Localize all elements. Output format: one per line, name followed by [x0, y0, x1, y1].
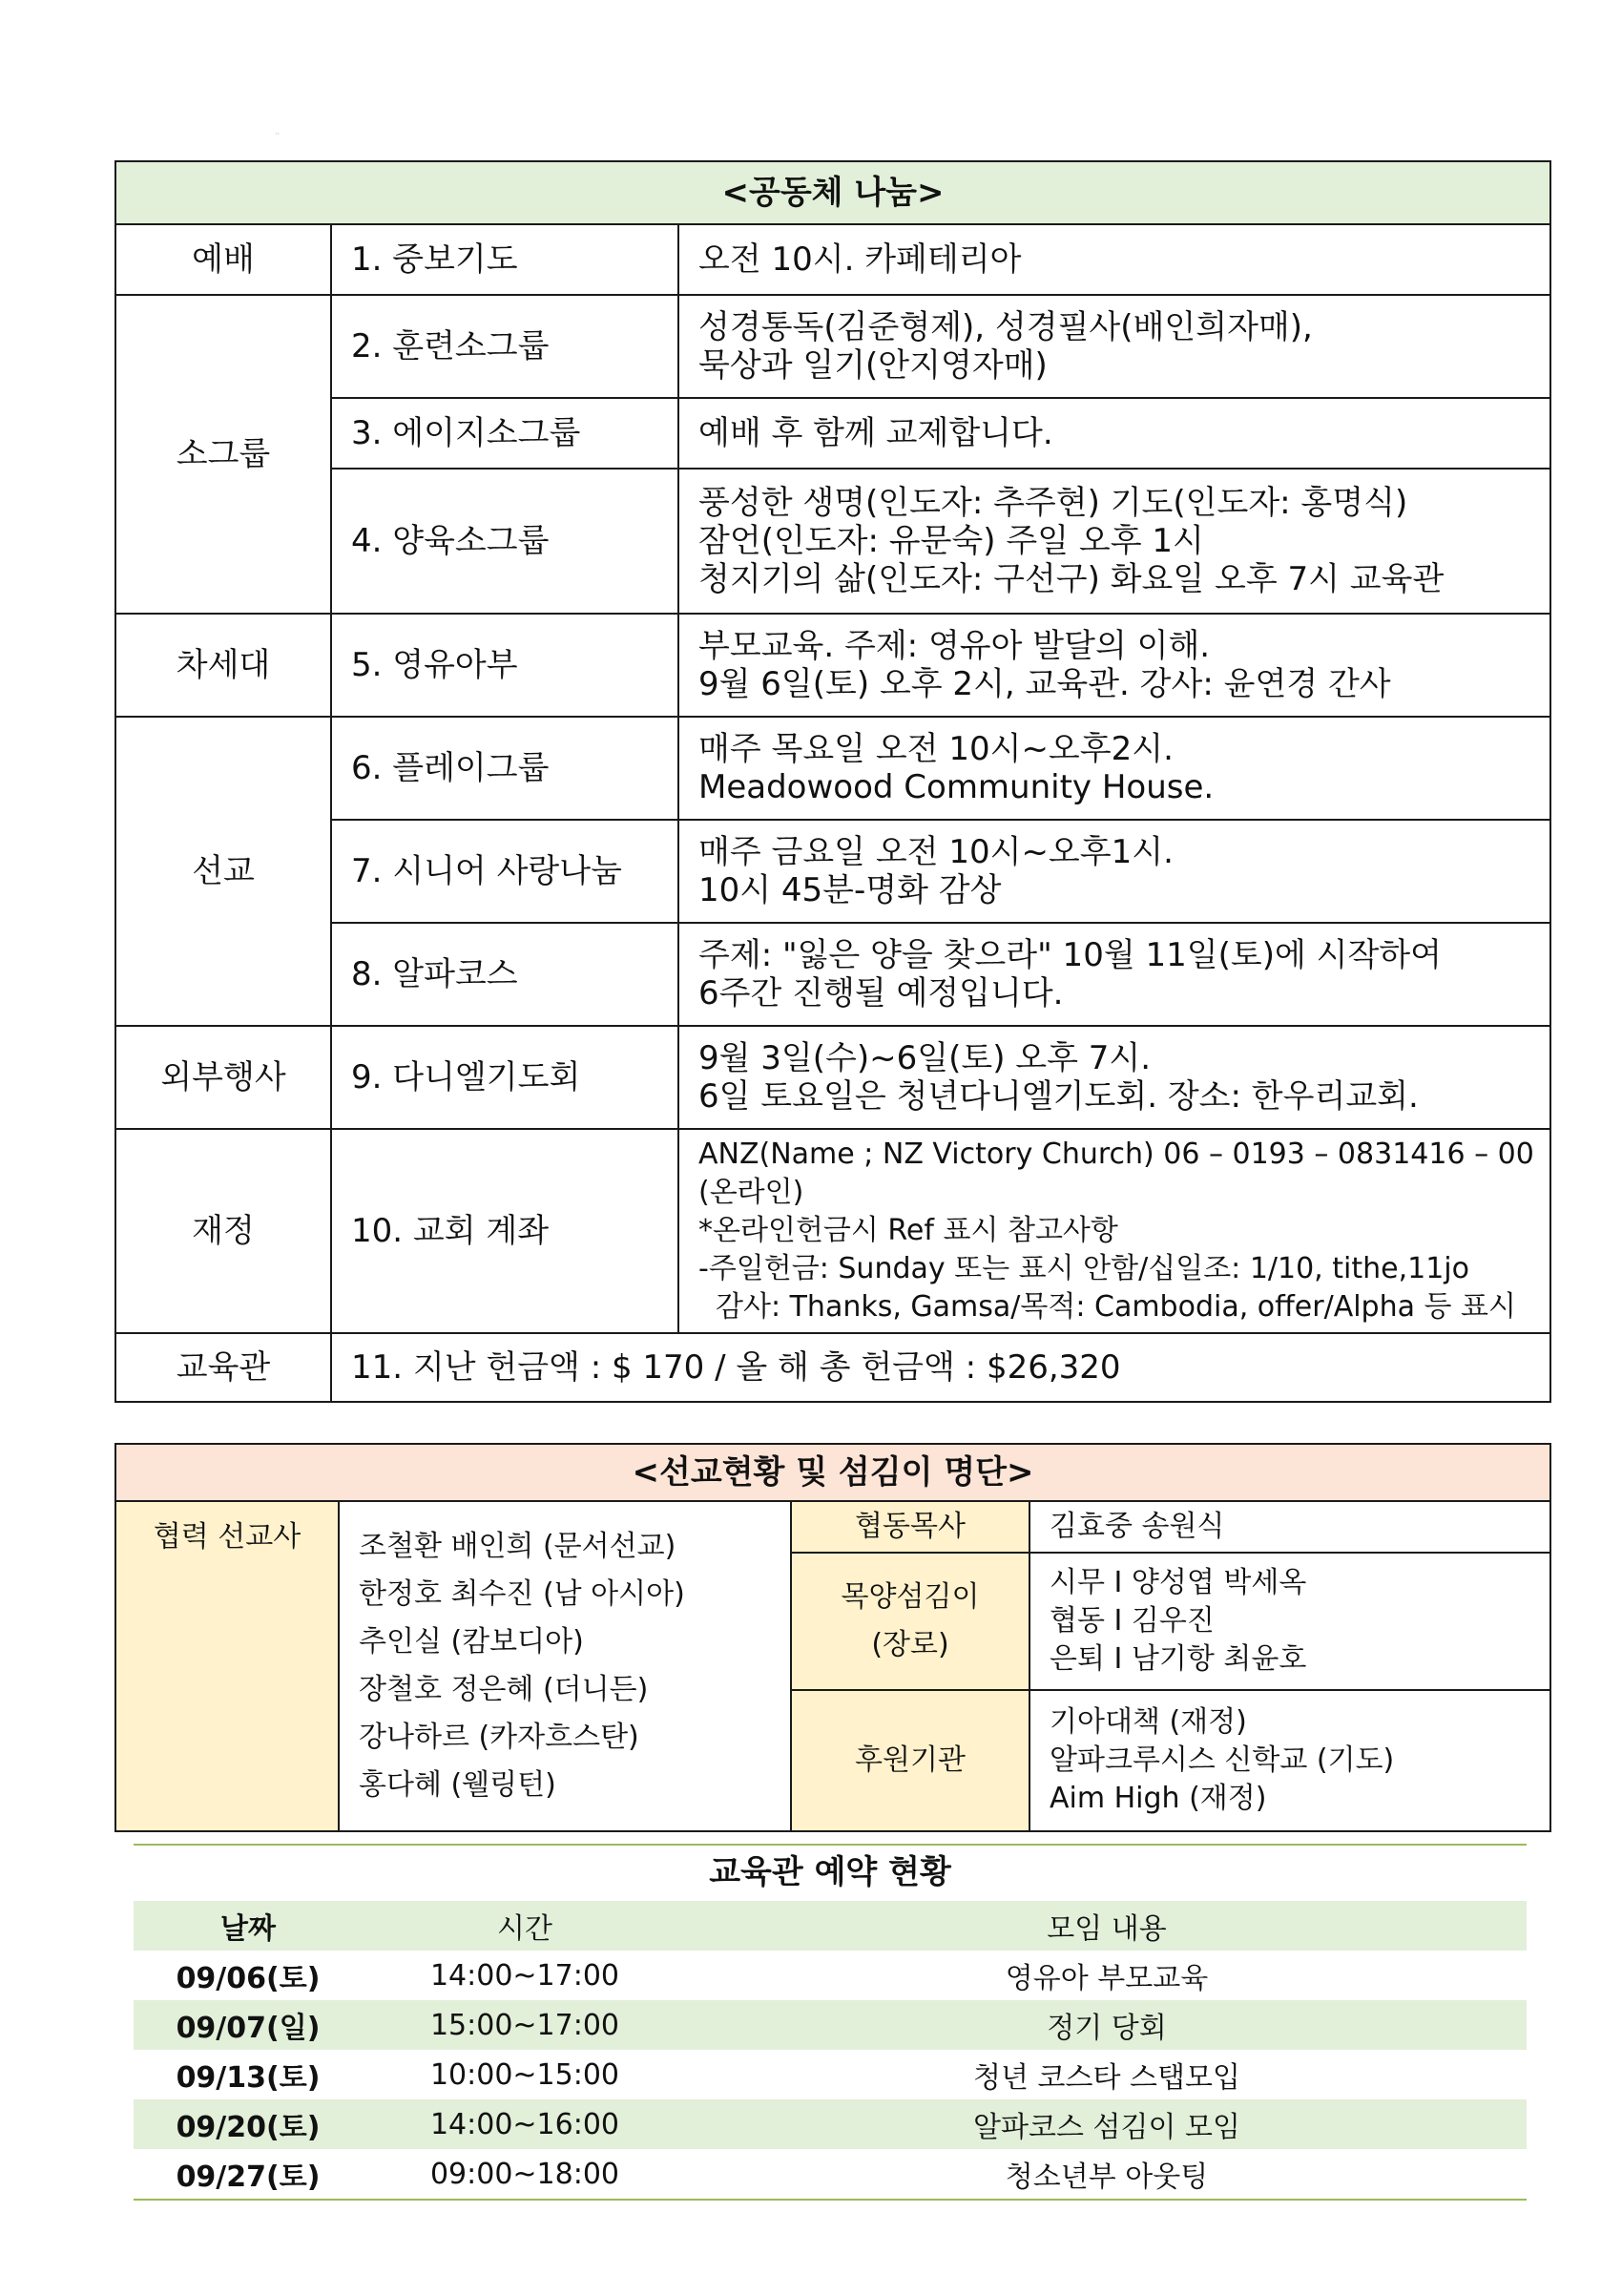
date-cell: 09/07(일) [134, 2000, 363, 2050]
time-cell: 10:00~15:00 [429, 2057, 620, 2092]
column-header-time: 시간 [363, 1901, 687, 1951]
sponsor-label: 후원기관 [791, 1690, 1029, 1831]
list-item: 시무 I 양성엽 박세옥 [1050, 1566, 1307, 1599]
table-row [115, 1026, 1550, 1129]
category-worship: 예배 [115, 224, 331, 295]
associate-pastor-label: 협동목사 [791, 1501, 1029, 1553]
time-cell: 14:00~17:00 [429, 1958, 620, 1993]
item-detail: 부모교육. 주제: 영유아 발달의 이해. 9월 6일(토) 오후 2시, 교육관. 강사: 윤연경 간사 [678, 614, 1550, 717]
sponsor-list [1029, 1690, 1550, 1831]
item-label: 4. 양육소그룹 [331, 469, 678, 614]
date-cell: 09/27(토) [176, 2160, 321, 2194]
list-item: 장철호 정은혜 (더니든) [359, 1673, 649, 1706]
list-item: 협동 I 김우진 [1050, 1604, 1215, 1638]
item-label: 9. 다니엘기도회 [331, 1026, 678, 1129]
partner-missionary-list [339, 1501, 791, 1831]
table-row [115, 820, 1550, 923]
item-detail: 성경통독(김준형제), 성경필사(배인희자매), 묵상과 일기(안지영자매) [678, 295, 1550, 398]
list-item: 추인실 (캄보디아) [359, 1625, 584, 1659]
list-item: 한정호 최수진 (남 아시아) [359, 1577, 685, 1611]
table-row [115, 614, 1550, 717]
community-title: <공동체 나눔> [115, 161, 1550, 224]
item-label: 1. 중보기도 [331, 224, 678, 295]
partner-missionary-label: 협력 선교사 [115, 1501, 339, 1831]
item-detail: 매주 목요일 오전 10시~오후2시. Meadowood Community House. [678, 717, 1550, 820]
item-detail: 매주 금요일 오전 10시~오후1시. 10시 45분-명화 감상 [678, 820, 1550, 923]
reservations-title: 교육관 예약 현황 [134, 1844, 1527, 1899]
table-row [115, 717, 1550, 820]
list-item: 기아대책 (재정) [1050, 1705, 1247, 1739]
table-row [134, 2149, 1527, 2200]
offering-summary: 11. 지난 헌금액 : $ 170 / 올 해 총 헌금액 : $26,320 [331, 1333, 1550, 1402]
table-row [134, 2000, 1527, 2050]
item-label: 5. 영유아부 [331, 614, 678, 717]
item-label: 8. 알파코스 [331, 923, 678, 1026]
community-table [114, 160, 1551, 1403]
reservations-table [134, 1901, 1527, 2201]
item-detail: 주제: "잃은 양을 찾으라" 10월 11일(토)에 시작하여 6주간 진행될 예정입니다. [678, 923, 1550, 1026]
list-item: 강나하르 (카자흐스탄) [359, 1721, 639, 1754]
table-row [134, 2050, 1527, 2099]
category-education-hall: 교육관 [115, 1333, 331, 1402]
table-row [115, 923, 1550, 1026]
table-row [115, 469, 1550, 614]
item-detail: 오전 10시. 카페테리아 [678, 224, 1550, 295]
item-detail: 풍성한 생명(인도자: 추주현) 기도(인도자: 홍명식) 잠언(인도자: 유문숙) 주일 오후 1시 청지기의 삶(인도자: 구선구) 화요일 오후 7시 교육관 [678, 469, 1550, 614]
table-row [115, 398, 1550, 469]
time-cell: 15:00~17:00 [363, 2000, 687, 2050]
item-detail: 예배 후 함께 교제합니다. [678, 398, 1550, 469]
list-item: 홍다혜 (웰링턴) [359, 1768, 556, 1802]
content-cell: 청소년부 아웃팅 [1005, 2160, 1209, 2194]
content-cell: 청년 코스타 스탭모입 [973, 2061, 1240, 2095]
column-header-date: 날짜 [134, 1901, 363, 1951]
date-cell: 09/06(토) [176, 1962, 321, 1995]
time-cell: 14:00~16:00 [363, 2099, 687, 2149]
table-row [115, 295, 1550, 398]
category-external-event: 외부행사 [115, 1026, 331, 1129]
table-row [134, 2099, 1527, 2149]
table-row [115, 1333, 1550, 1402]
time-cell: 09:00~18:00 [429, 2157, 620, 2191]
category-finance: 재정 [115, 1129, 331, 1333]
date-cell: 09/20(토) [134, 2099, 363, 2149]
item-label: 7. 시니어 사랑나눔 [331, 820, 678, 923]
item-detail: ANZ(Name ; NZ Victory Church) 06 – 0193 – 0831416 – 00 (온라인) *온라인헌금시 Ref 표시 참고사항 -주일헌금: Sunday 또는 표시 안함/십일조: 1/10, tithe,11jo 감사: Thanks, Gamsa/목적: Cambodia, offer/Alpha 등 표시 [678, 1129, 1550, 1333]
date-cell: 09/13(토) [176, 2061, 321, 2095]
category-smallgroup: 소그룹 [115, 295, 331, 614]
list-item: Aim High (재정) [1050, 1782, 1267, 1815]
content-cell: 정기 당회 [687, 2000, 1527, 2050]
table-row [134, 1951, 1527, 2000]
table-row [115, 224, 1550, 295]
item-label: 3. 에이지소그룹 [331, 398, 678, 469]
category-mission: 선교 [115, 717, 331, 1026]
column-header-content: 모임 내용 [687, 1901, 1527, 1951]
list-item: 알파크루시스 신학교 (기도) [1050, 1743, 1395, 1777]
associate-pastor-names: 김효중 송원식 [1029, 1501, 1550, 1553]
item-label: 6. 플레이그룹 [331, 717, 678, 820]
list-item: 은퇴 I 남기항 최윤호 [1050, 1642, 1307, 1676]
category-nextgen: 차세대 [115, 614, 331, 717]
elder-list [1029, 1553, 1550, 1690]
table-row [115, 1129, 1550, 1333]
content-cell: 알파코스 섬김이 모임 [687, 2099, 1527, 2149]
table-header-row [134, 1901, 1527, 1951]
content-cell: 영유아 부모교육 [1005, 1962, 1209, 1995]
page-mark: ·· [275, 130, 281, 138]
item-label: 2. 훈련소그룹 [331, 295, 678, 398]
item-label: 10. 교회 계좌 [331, 1129, 678, 1333]
missions-title: <선교현황 및 섬김이 명단> [115, 1444, 1550, 1501]
elder-label: 목양섬김이 (장로) [791, 1553, 1029, 1690]
item-detail: 9월 3일(수)~6일(토) 오후 7시. 6일 토요일은 청년다니엘기도회. 장소: 한우리교회. [678, 1026, 1550, 1129]
list-item: 조철환 배인희 (문서선교) [359, 1530, 676, 1563]
missions-table [114, 1443, 1551, 1832]
